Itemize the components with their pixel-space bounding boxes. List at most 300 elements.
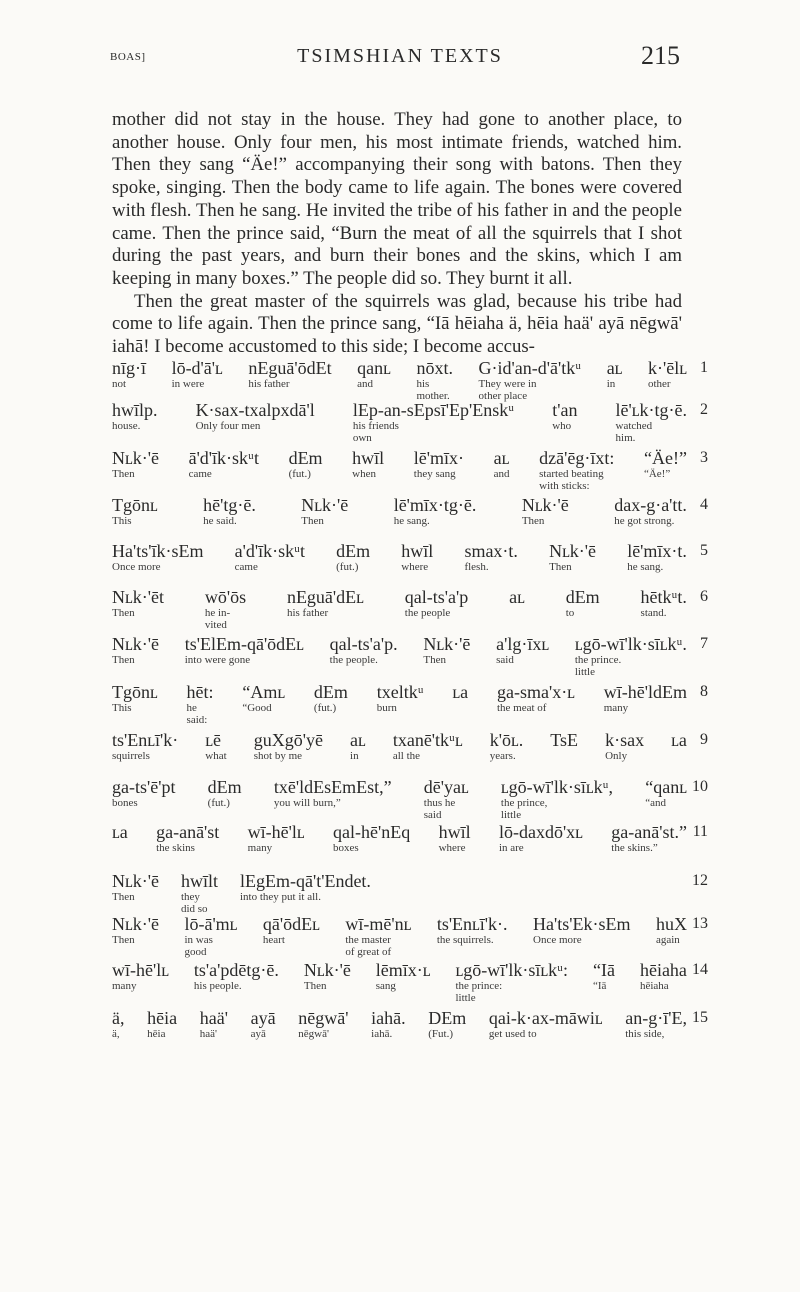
word-pair: [196, 400, 315, 433]
native-word: a'd'īk·skᵘt: [234, 541, 305, 561]
word-gloss: heart: [262, 934, 285, 946]
interlinear-line: [112, 682, 708, 726]
word-pair: [607, 358, 623, 391]
word-pair: [641, 587, 687, 620]
native-word: Tgōnʟ: [112, 682, 158, 702]
word-gloss: his mother.: [416, 378, 450, 402]
word-gloss: (fut.): [313, 702, 337, 714]
word-gloss: many: [247, 842, 273, 854]
word-gloss: who: [552, 420, 572, 432]
word-pair: [203, 495, 256, 528]
line-number: 12: [692, 872, 708, 889]
word-pair: [333, 822, 410, 855]
native-word: “Iā: [593, 960, 615, 980]
word-gloss: many: [112, 980, 137, 992]
native-word: Nʟk·'ēt: [112, 587, 164, 607]
word-gloss: he got strong.: [614, 515, 675, 527]
native-word: qai-k·ax-māwiʟ: [488, 1008, 603, 1028]
word-gloss: many: [603, 702, 629, 714]
word-pair: [549, 541, 596, 574]
line-number: 14: [692, 961, 708, 978]
native-word: hwīl: [352, 448, 385, 468]
native-word: hwīlt: [180, 871, 218, 891]
native-word: t'an: [552, 400, 578, 420]
word-gloss: to: [565, 607, 575, 619]
word-pair: [625, 1008, 687, 1041]
word-pair: [644, 448, 687, 481]
native-word: dEm: [565, 587, 600, 607]
native-word: qal-ts'a'p: [404, 587, 469, 607]
word-gloss: get used to: [488, 1028, 537, 1040]
word-gloss: he sang.: [627, 561, 664, 573]
word-pair: [616, 400, 687, 444]
word-gloss: where: [401, 561, 429, 573]
interlinear-line: [112, 1008, 708, 1041]
native-word: wī-hē'lʟ: [247, 822, 305, 842]
native-word: ga-anā'st: [156, 822, 220, 842]
word-gloss: (fut.): [207, 797, 230, 809]
native-word: ʟa: [112, 822, 128, 842]
word-gloss: (fut.): [336, 561, 359, 573]
line-number: 7: [700, 635, 708, 652]
native-word: hwīl: [438, 822, 471, 842]
word-pair: [401, 541, 433, 574]
word-gloss: his friends own: [352, 420, 399, 444]
word-pair: [501, 777, 613, 821]
word-pair: [345, 914, 411, 958]
word-gloss: “Good: [242, 702, 272, 714]
native-word: hētkᵘt.: [640, 587, 687, 607]
word-gloss: burn: [376, 702, 397, 714]
native-word: hē'tg·ē.: [203, 495, 256, 515]
word-pair: [242, 682, 285, 715]
interlinear-line: [112, 871, 708, 915]
word-pair: [112, 448, 159, 481]
word-gloss: squirrels: [112, 750, 150, 762]
word-gloss: “and: [645, 797, 666, 809]
word-pair: [393, 730, 463, 763]
line-number: 13: [692, 915, 708, 932]
native-word: Nʟk·'ē: [521, 495, 569, 515]
word-pair: [314, 682, 348, 715]
native-word: haä': [199, 1008, 228, 1028]
word-pair: [489, 1008, 603, 1041]
word-gloss: nēgwā': [298, 1028, 329, 1040]
word-pair: [593, 960, 615, 993]
word-pair: [352, 448, 384, 481]
native-word: aʟ: [493, 448, 510, 468]
word-pair: [499, 822, 583, 855]
word-pair: [287, 587, 364, 620]
native-word: Nʟk·'ē: [112, 871, 159, 891]
word-pair: [479, 358, 582, 402]
native-word: ts'ElEm-qā'ōdEʟ: [184, 634, 304, 654]
native-word: Ha'ts'īk·sEm: [112, 541, 204, 561]
word-gloss: and: [357, 378, 374, 390]
word-gloss: started beating with sticks:: [539, 468, 604, 492]
line-number: 11: [692, 823, 708, 840]
line-number: 6: [700, 588, 708, 605]
native-word: nEguā'dEʟ: [286, 587, 364, 607]
word-gloss: the people.: [329, 654, 378, 666]
native-word: lō-daxdō'xʟ: [498, 822, 583, 842]
word-gloss: Then: [112, 934, 135, 946]
word-gloss: This: [112, 702, 132, 714]
word-gloss: ayā: [250, 1028, 266, 1040]
word-gloss: Once more: [112, 561, 161, 573]
native-word: wī-hē'lʟ: [112, 960, 169, 980]
word-pair: [301, 495, 348, 528]
native-word: k·'ēlʟ: [647, 358, 687, 378]
word-pair: [416, 358, 453, 402]
word-pair: [254, 730, 323, 763]
word-pair: [550, 730, 578, 751]
native-word: nōxt.: [416, 358, 453, 378]
native-word: nEguā'ōdEt: [248, 358, 332, 378]
native-word: dEm: [336, 541, 371, 561]
native-word: Ha'ts'Ek·sEm: [533, 914, 631, 934]
line-number: 5: [700, 542, 708, 559]
word-pair: [330, 634, 398, 667]
word-pair: [200, 1008, 228, 1041]
native-word: Nʟk·'ē: [549, 541, 597, 561]
interlinear-line: [112, 495, 708, 528]
word-pair: [274, 777, 392, 810]
word-gloss: into were gone: [184, 654, 251, 666]
page-header: [0, 43, 800, 73]
native-word: smax·t.: [464, 541, 518, 561]
native-word: dē'yaʟ: [423, 777, 469, 797]
native-word: ʟgō-wī'lk·sīʟkᵘ,: [500, 777, 614, 797]
word-gloss: hēia: [147, 1028, 166, 1040]
native-word: ga-ts'ē'pt: [112, 777, 176, 797]
native-word: txē'ldEsEmEst,”: [273, 777, 392, 797]
word-gloss: in was good: [184, 934, 213, 958]
word-pair: [604, 682, 687, 715]
running-head-left: BOAS]: [110, 51, 146, 63]
word-gloss: (fut.): [288, 468, 311, 480]
word-gloss: in: [350, 750, 359, 762]
native-word: hwīl: [401, 541, 434, 561]
native-word: k·sax: [605, 730, 645, 750]
native-word: huX: [655, 914, 687, 934]
native-word: Nʟk·'ē: [301, 495, 349, 515]
native-word: iahā.: [371, 1008, 406, 1028]
word-pair: [156, 822, 219, 855]
word-gloss: came: [188, 468, 212, 480]
word-gloss: Then: [112, 654, 135, 666]
native-word: qal-ts'a'p.: [329, 634, 398, 654]
word-pair: [263, 914, 320, 947]
word-gloss: boxes: [333, 842, 359, 854]
word-gloss: he in- vited: [204, 607, 231, 631]
word-gloss: all the: [392, 750, 421, 762]
word-pair: [497, 682, 575, 715]
line-number: 3: [700, 449, 708, 466]
word-pair: [648, 358, 687, 391]
word-gloss: other: [647, 378, 671, 390]
native-word: “qanʟ: [645, 777, 687, 797]
native-word: lēmīx·ʟ: [375, 960, 431, 980]
native-word: lē'mīx·tg·ē.: [393, 495, 477, 515]
word-pair: [298, 1008, 348, 1041]
native-word: lEgEm-qā't'Endet.: [239, 871, 371, 891]
native-word: ʟa: [452, 682, 469, 702]
native-word: ayā: [250, 1008, 276, 1028]
native-word: dax-g·a'tt.: [614, 495, 687, 515]
native-word: k'ōʟ.: [489, 730, 524, 750]
line-number: 1: [700, 359, 708, 376]
word-pair: [181, 871, 218, 915]
native-word: wī-mē'nʟ: [345, 914, 412, 934]
native-word: ga-sma'x·ʟ: [496, 682, 575, 702]
line-number: 4: [700, 496, 708, 513]
word-pair: [394, 495, 477, 528]
word-gloss: Then: [521, 515, 545, 527]
word-gloss: iahā.: [371, 1028, 393, 1040]
word-gloss: sang: [375, 980, 396, 992]
word-gloss: Only four men: [195, 420, 261, 432]
word-pair: [423, 634, 470, 667]
word-pair: [235, 541, 305, 574]
word-gloss: again: [655, 934, 680, 946]
native-word: hēt:: [186, 682, 214, 702]
word-gloss: the prince: little: [455, 980, 503, 1004]
page-number: 215: [641, 41, 680, 70]
word-pair: [614, 495, 687, 528]
native-word: dEm: [288, 448, 323, 468]
native-word: TsE: [550, 730, 579, 750]
word-gloss: thus he said: [423, 797, 456, 821]
native-word: Nʟk·'ē: [112, 634, 159, 654]
word-pair: [605, 730, 644, 763]
interlinear-line: [112, 777, 708, 821]
word-gloss: not: [112, 378, 127, 390]
word-gloss: his father: [248, 378, 290, 390]
native-word: dEm: [313, 682, 348, 702]
word-gloss: stand.: [640, 607, 667, 619]
word-gloss: Once more: [533, 934, 582, 946]
word-gloss: Only: [605, 750, 628, 762]
word-gloss: the people: [404, 607, 451, 619]
word-pair: [147, 1008, 177, 1041]
native-word: hwīlp.: [112, 400, 158, 420]
word-gloss: where: [438, 842, 466, 854]
word-gloss: flesh.: [464, 561, 489, 573]
word-gloss: hēiaha: [639, 980, 669, 992]
word-gloss: you will burn,”: [273, 797, 341, 809]
word-pair: [112, 1008, 125, 1041]
word-gloss: he sang.: [393, 515, 430, 527]
interlinear-line: [112, 730, 708, 763]
word-gloss: the prince. little: [574, 654, 622, 678]
word-gloss: ä,: [112, 1028, 120, 1040]
word-pair: [172, 358, 223, 391]
word-pair: [208, 777, 242, 810]
native-word: txeltkᵘ: [376, 682, 424, 702]
word-gloss: the master of great of: [345, 934, 392, 958]
word-gloss: he said.: [203, 515, 237, 527]
word-gloss: said: [496, 654, 514, 666]
word-gloss: years.: [489, 750, 516, 762]
native-word: ʟgō-wī'lk·sīʟkᵘ:: [455, 960, 569, 980]
native-word: wī-hē'ldEm: [603, 682, 687, 702]
native-word: “Äe!”: [643, 448, 687, 468]
word-pair: [509, 587, 525, 608]
word-gloss: (Fut.): [428, 1028, 454, 1040]
word-pair: [205, 730, 226, 763]
translation-paragraph: mother did not stay in the house. They had gone to another place, to another house. Only four men, his most intimate friends, watched him. Then they sang “Äe!” accompanying their song with batons. Then they spoke, singing. Then the body came to life again. The bones were covered with flesh. Then he sang. He invited the tribe of his father in and the people came. Then the prince said, “Burn the meat of all the squirrels that I shot during the past years, and burn their bones and the skins, which I am keeping in many boxes.” The people did so. They burnt it all.: [112, 109, 682, 289]
word-pair: [112, 730, 178, 763]
native-word: dEm: [207, 777, 242, 797]
interlinear-line: [112, 587, 708, 631]
word-pair: [428, 1008, 466, 1041]
word-pair: [189, 448, 259, 481]
word-gloss: he said:: [186, 702, 208, 726]
native-word: ā'd'īk·skᵘt: [188, 448, 259, 468]
word-gloss: the skins: [156, 842, 195, 854]
word-pair: [350, 730, 366, 763]
line-number: 15: [692, 1009, 708, 1026]
native-word: ʟgō-wī'lk·sīʟkᵘ.: [574, 634, 687, 654]
running-head-title: TSIMSHIAN TEXTS: [297, 45, 503, 67]
native-word: “Amʟ: [242, 682, 286, 702]
word-pair: [112, 634, 159, 667]
word-gloss: into they put it all.: [239, 891, 321, 903]
word-pair: [494, 448, 510, 481]
native-word: hēia: [147, 1008, 178, 1028]
word-pair: [464, 541, 518, 574]
word-pair: [112, 495, 158, 528]
line-number: 8: [700, 683, 708, 700]
word-gloss: “Iā: [593, 980, 607, 992]
word-pair: [533, 914, 630, 947]
word-gloss: Then: [112, 891, 135, 903]
word-gloss: what: [205, 750, 227, 762]
word-gloss: in are: [498, 842, 524, 854]
word-pair: [552, 400, 577, 433]
word-pair: [405, 587, 468, 620]
native-word: Nʟk·'ē: [423, 634, 471, 654]
native-word: ä,: [112, 1008, 125, 1028]
word-gloss: in were: [171, 378, 205, 390]
native-word: ʟē: [205, 730, 222, 750]
word-gloss: the prince, little: [500, 797, 548, 821]
word-pair: [522, 495, 569, 528]
native-word: nēgwā': [298, 1008, 349, 1028]
interlinear-line: [112, 448, 708, 492]
word-gloss: Then: [549, 561, 572, 573]
word-pair: [205, 587, 246, 631]
native-word: ga-anā'st.”: [611, 822, 687, 842]
word-pair: [185, 634, 304, 667]
word-pair: [656, 914, 687, 947]
word-gloss: in: [606, 378, 616, 390]
line-number: 9: [700, 731, 708, 748]
interlinear-line: [112, 358, 708, 402]
interlinear-line: [112, 634, 708, 678]
word-gloss: Then: [423, 654, 446, 666]
word-gloss: “Äe!”: [643, 468, 671, 480]
native-word: ts'Enʟī'k·.: [436, 914, 508, 934]
word-pair: [248, 822, 305, 855]
native-word: lē'mīx·: [413, 448, 465, 468]
word-pair: [376, 960, 431, 993]
word-pair: [112, 822, 128, 843]
word-gloss: haä': [199, 1028, 218, 1040]
interlinear-line: [112, 914, 708, 958]
translation-paragraph: Then the great master of the squirrels was glad, because his tribe had come to life again. Then the prince sang, “Iā hēiaha ä, hēia haä' ayā nēgwā' iahā! I become accustomed to this side; I become accus-: [112, 290, 682, 358]
word-pair: [627, 541, 687, 574]
word-gloss: his father: [286, 607, 329, 619]
word-pair: [187, 682, 214, 726]
native-word: aʟ: [350, 730, 366, 750]
native-word: ʟa: [671, 730, 687, 750]
native-word: lō-d'ā'ʟ: [171, 358, 223, 378]
word-pair: [575, 634, 687, 678]
native-word: lē'mīx·t.: [627, 541, 687, 561]
word-pair: [490, 730, 523, 763]
word-gloss: Then: [112, 607, 135, 619]
word-pair: [112, 358, 146, 391]
word-pair: [539, 448, 614, 492]
translation-text: [112, 109, 682, 359]
native-word: Nʟk·'ē: [112, 914, 159, 934]
word-pair: [112, 682, 158, 715]
native-word: Nʟk·'ē: [303, 960, 351, 980]
word-pair: [112, 914, 159, 947]
word-pair: [424, 777, 469, 821]
native-word: txanē'tkᵘʟ: [392, 730, 463, 750]
interlinear-text: [112, 358, 708, 1078]
word-gloss: Then: [301, 515, 324, 527]
native-word: lē'ʟk·tg·ē.: [615, 400, 687, 420]
word-gloss: they sang: [413, 468, 456, 480]
line-number: 2: [700, 401, 708, 418]
word-gloss: shot by me: [253, 750, 303, 762]
native-word: qal-hē'nEq: [333, 822, 411, 842]
word-gloss: when: [352, 468, 376, 480]
word-gloss: bones: [112, 797, 138, 809]
word-pair: [640, 960, 687, 993]
word-pair: [248, 358, 331, 391]
word-pair: [566, 587, 600, 620]
word-pair: [240, 871, 371, 904]
word-pair: [496, 634, 549, 667]
word-pair: [336, 541, 370, 574]
word-gloss: watched him.: [615, 420, 653, 444]
native-word: an-g·ī'E,: [625, 1008, 687, 1028]
word-gloss: Then: [303, 980, 327, 992]
native-word: DEm: [428, 1008, 467, 1028]
word-pair: [112, 400, 158, 433]
word-pair: [439, 822, 471, 855]
native-word: hēiaha: [639, 960, 687, 980]
word-pair: [184, 914, 237, 958]
word-pair: [304, 960, 351, 993]
word-pair: [455, 960, 568, 1004]
interlinear-line: [112, 400, 708, 444]
word-pair: [377, 682, 424, 715]
native-word: a'lg·īxʟ: [496, 634, 550, 654]
word-pair: [645, 777, 687, 810]
word-pair: [414, 448, 464, 481]
native-word: guXgō'yē: [253, 730, 323, 750]
line-number: 10: [692, 778, 708, 795]
word-gloss: and: [493, 468, 510, 480]
word-gloss: This: [112, 515, 132, 527]
native-word: lEp-an-sEpsī'Ep'Enskᵘ: [352, 400, 515, 420]
